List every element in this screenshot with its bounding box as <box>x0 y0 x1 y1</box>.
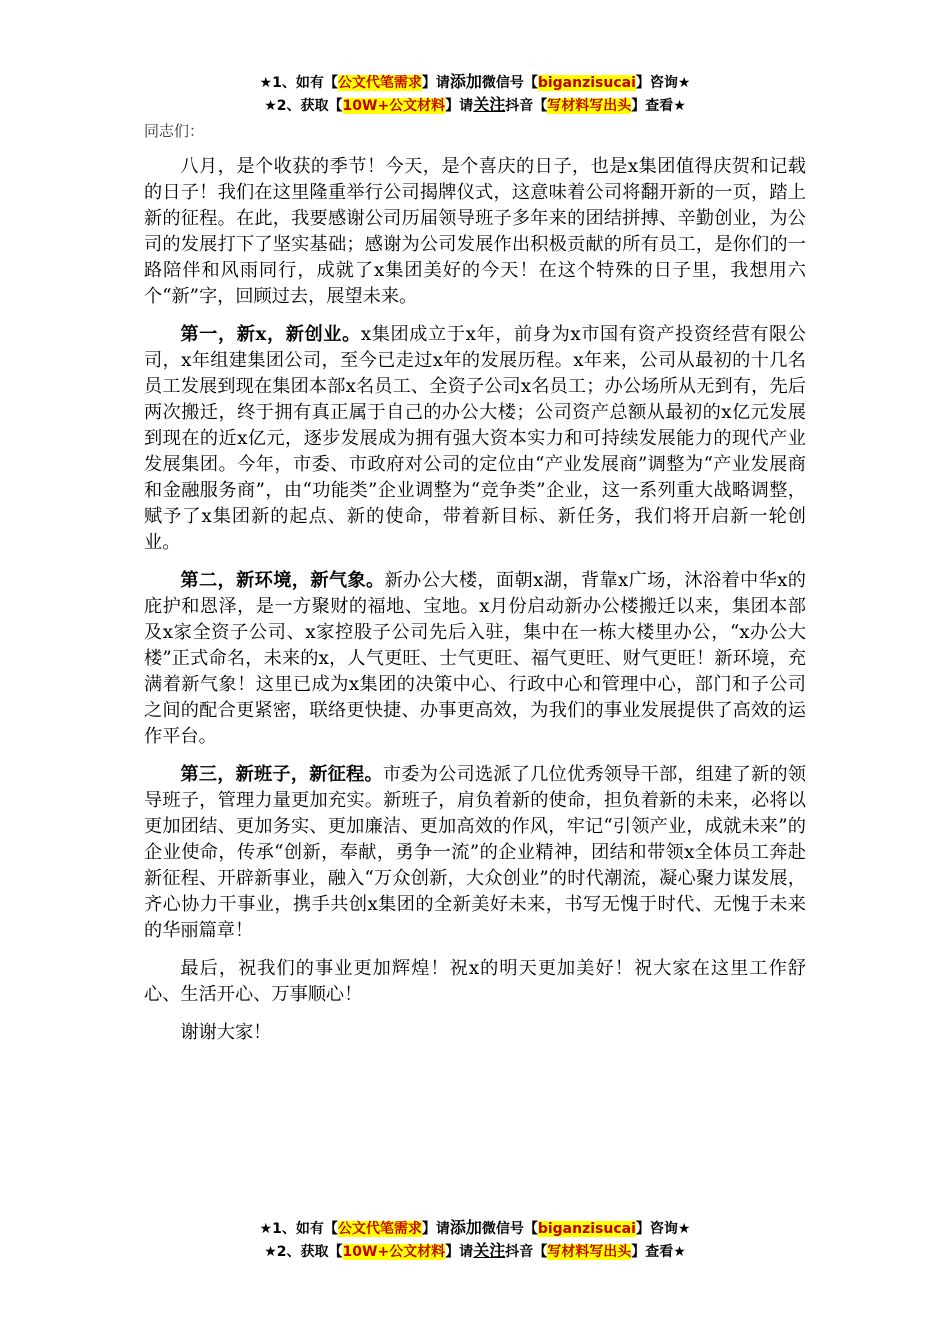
banner-douyin-id: 写材料写出头 <box>547 98 632 114</box>
banner-text: 】请 <box>445 1244 474 1260</box>
banner-text: 】咨询★ <box>635 1221 691 1237</box>
paragraph-third <box>144 762 806 944</box>
paragraph-heading: 第三，新班子，新征程。 <box>180 764 383 785</box>
paragraph-text: 新办公大楼，面朝x湖，背靠x广场，沐浴着中华x的庇护和恩泽，是一方聚财的福地、宝地。x月份启动新办公楼搬迁以来，集团本部及x家全资子公司、x家控股子公司先后入驻，集中在一栋大楼里办公，“x办公大楼”正式命名，未来的x，人气更旺、士气更旺、福气更旺、财气更旺！新环境，充满着新气象！这里已成为x集团的决策中心、行政中心和管理中心，部门和子公司之间的配合更紧密，联络更快捷、办事更高效，为我们的事业发展提供了高效的运作平台。 <box>144 570 806 747</box>
banner-text: 微信号【 <box>481 1221 538 1237</box>
bottom-banner <box>0 1216 950 1262</box>
banner-highlight: 10W+公文材料 <box>342 1244 446 1260</box>
banner-text: 】咨询★ <box>635 75 691 91</box>
banner-text: 微信号【 <box>481 75 538 91</box>
paragraph-heading: 第一，新x，新创业。 <box>180 324 361 345</box>
paragraph-closing: 最后，祝我们的事业更加辉煌！祝x的明天更加美好！祝大家在这里工作舒心、生活开心、万事顺心！ <box>144 958 806 1005</box>
banner-text: ★2、获取【 <box>264 98 343 114</box>
banner-text: 】查看★ <box>631 1244 686 1260</box>
banner-text: ★2、获取【 <box>264 1244 343 1260</box>
banner-text: 】请 <box>421 1221 450 1237</box>
banner-highlight: 10W+公文材料 <box>342 98 446 114</box>
banner-text: 抖音【 <box>505 1244 548 1260</box>
banner-emphasis: 添加 <box>449 1218 482 1237</box>
banner-highlight: 公文代笔需求 <box>337 75 422 91</box>
banner-emphasis: 添加 <box>449 72 482 91</box>
document-body <box>144 120 806 1058</box>
banner-douyin-id: 写材料写出头 <box>547 1244 632 1260</box>
banner-text: ★1、如有【 <box>259 75 338 91</box>
banner-line-1 <box>0 70 950 93</box>
paragraph-text: x集团成立于x年，前身为x市国有资产投资经营有限公司，x年组建集团公司，至今已走过x年的发展历程。x年来，公司从最初的十几名员工发展到现在集团本部x名员工、全资子公司x名员工；办公场所从无到有，先后两次搬迁，终于拥有真正属于自己的办公大楼；公司资产总额从最初的x亿元发展到现在的近x亿元，逐步发展成为拥有强大资本实力和可持续发展能力的现代产业发展集团。今年，市委、市政府对公司的定位由“产业发展商”调整为“产业发展商和金融服务商”，由“功能类”企业调整为“竞争类”企业，这一系列重大战略调整，赋予了x集团新的起点、新的使命，带着新目标、新任务，我们将开启新一轮创业。 <box>144 324 806 553</box>
banner-highlight: 公文代笔需求 <box>337 1221 422 1237</box>
banner-text: 】查看★ <box>631 98 686 114</box>
paragraph-text: 市委为公司选派了几位优秀领导干部，组建了新的领导班子，管理力量更加充实。新班子，肩负着新的使命，担负着新的未来，必将以更加团结、更加务实、更加廉洁、更加高效的作风，牢记“引领产业，成就未来”的企业使命，传承“创新，奉献，勇争一流”的企业精神，团结和带领x全体员工奔赴新征程、开辟新事业，融入“万众创新，大众创业”的时代潮流，凝心聚力谋发展，齐心协力干事业，携手共创x集团的全新美好未来，书写无愧于时代、无愧于未来的华丽篇章！ <box>144 764 806 941</box>
salutation: 同志们： <box>144 122 205 140</box>
banner-line-1 <box>0 1216 950 1239</box>
banner-wechat-id: biganzisucai <box>537 75 636 91</box>
paragraph-thanks: 谢谢大家！ <box>180 1022 272 1043</box>
banner-emphasis: 关注 <box>473 95 506 114</box>
paragraph-heading: 第二，新环境，新气象。 <box>180 570 385 591</box>
banner-emphasis: 关注 <box>473 1241 506 1260</box>
top-banner <box>0 70 950 116</box>
banner-wechat-id: biganzisucai <box>537 1221 636 1237</box>
paragraph-intro: 八月，是个收获的季节！今天，是个喜庆的日子，也是x集团值得庆贺和记载的日子！我们在这里隆重举行公司揭牌仪式，这意味着公司将翻开新的一页，踏上新的征程。在此，我要感谢公司历届领导班子多年来的团结拼搏、辛勤创业，为公司的发展打下了坚实基础；感谢为公司发展作出积极贡献的所有员工，是你们的一路陪伴和风雨同行，成就了x集团美好的今天！在这个特殊的日子里，我想用六个“新”字，回顾过去，展望未来。 <box>144 156 806 307</box>
paragraph-second <box>144 568 806 750</box>
banner-line-2 <box>0 93 950 116</box>
paragraph-first <box>144 322 806 556</box>
banner-line-2 <box>0 1239 950 1262</box>
banner-text: 】请 <box>421 75 450 91</box>
banner-text: 抖音【 <box>505 98 548 114</box>
banner-text: ★1、如有【 <box>259 1221 338 1237</box>
banner-text: 】请 <box>445 98 474 114</box>
